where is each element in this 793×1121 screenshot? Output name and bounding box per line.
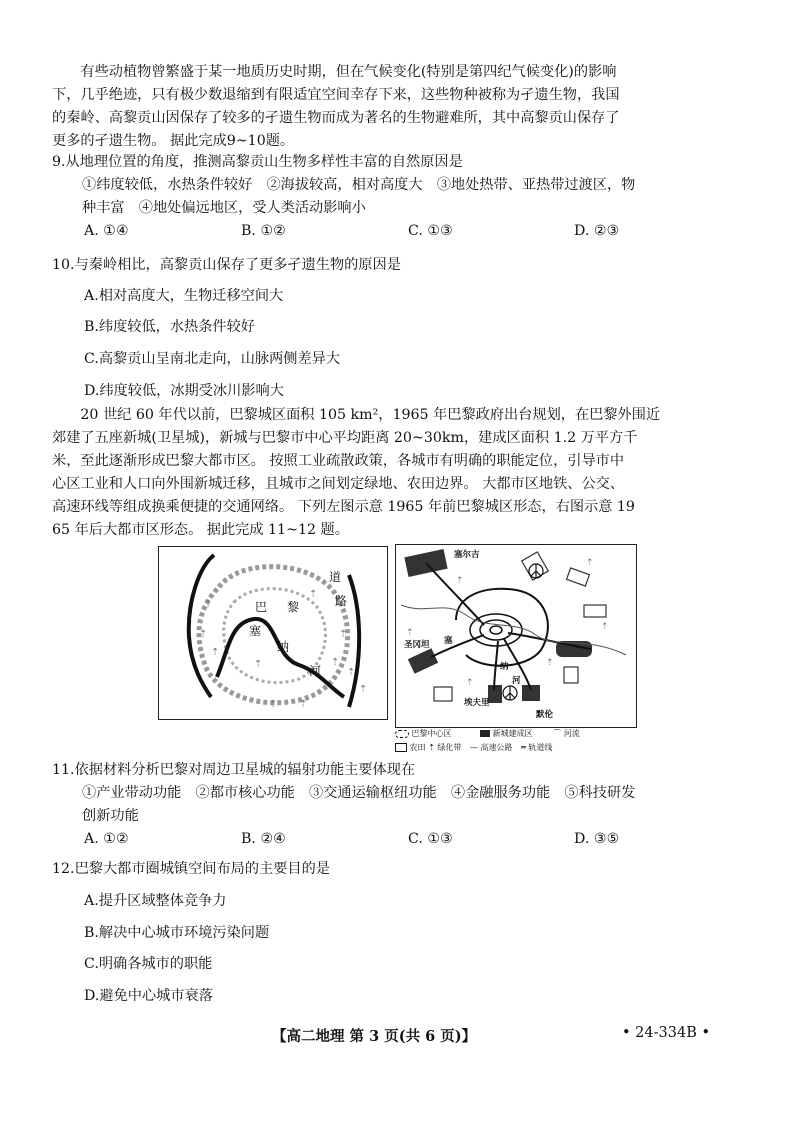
right-map-paris-after-1965 xyxy=(395,544,637,728)
passage-line: 更多的孑遗生物。 据此完成9~10题。 xyxy=(52,133,295,149)
svg-text:⇡: ⇡ xyxy=(211,647,220,658)
svg-text:⇡: ⇡ xyxy=(299,699,308,710)
svg-text:⇡: ⇡ xyxy=(359,684,368,695)
question-10-option-a[interactable]: A.相对高度大，生物迁移空间大 xyxy=(84,288,284,304)
question-10-option-c[interactable]: C.高黎贡山呈南北走向，山脉两侧差异大 xyxy=(84,351,341,367)
place-saint-quentin: 圣冈坦 xyxy=(404,640,430,650)
question-9-item: 种丰富 ④地处偏远地区，受人类活动影响小 xyxy=(82,200,366,216)
question-9-option-c[interactable]: C. ①③ xyxy=(408,223,453,239)
right-map-legend xyxy=(395,727,635,755)
svg-text:⇡: ⇡ xyxy=(204,599,213,610)
svg-text:⇡: ⇡ xyxy=(466,678,474,688)
question-12-option-d[interactable]: D.避免中心城市衰落 xyxy=(84,988,213,1004)
question-9-option-d[interactable]: D. ②③ xyxy=(574,223,620,239)
page-footer: 【高二地理 第 3 页(共 6 页)】 xyxy=(272,1028,477,1045)
passage-line: 高速环线等组成换乘便捷的交通网络。 下列左图示意 1965 年前巴黎城区形态，右图示意 19 xyxy=(52,499,635,515)
label-li: 黎 xyxy=(287,600,300,614)
place-na: 纳 xyxy=(500,662,509,672)
svg-text:⇡: ⇡ xyxy=(309,589,318,600)
question-12-option-b[interactable]: B.解决中心城市环境污染问题 xyxy=(84,925,270,941)
passage-line: 20 世纪 60 年代以前，巴黎城区面积 105 km²，1965 年巴黎政府出台规划，在巴黎外围近 xyxy=(52,407,661,423)
label-road-2: 路 xyxy=(335,594,348,608)
passage-line: 米，至此逐渐形成巴黎大都市区。 按照工业疏散政策，各城市有明确的职能定位，引导市中 xyxy=(52,453,625,469)
passage-line: 心区工业和人口向外围新城迁移，且城市之间划定绿地、农田边界。 大都市区地铁、公交、 xyxy=(52,476,625,492)
label-sai: 塞 xyxy=(249,624,262,638)
passage-line: 65 年后大都市区形态。 据此完成 11~12 题。 xyxy=(52,522,349,538)
svg-text:⇡: ⇡ xyxy=(347,667,356,678)
question-10-option-d[interactable]: D.纬度较低，冰期受冰川影响大 xyxy=(84,383,284,399)
place-evry: 埃夫里 xyxy=(464,698,490,708)
legend-farmland: 农田 xyxy=(409,743,426,752)
legend-center-icon xyxy=(395,730,409,738)
passage-line: 郊建了五座新城(卫星城)，新城与巴黎市中心平均距离 20~30km，建成区面积 1.2 万平方千 xyxy=(52,430,638,446)
svg-text:⇡: ⇡ xyxy=(269,699,278,710)
label-road-1: 道 xyxy=(329,570,342,584)
passage-line: 有些动植物曾繁盛于某一地质历史时期，但在气候变化(特别是第四纪气候变化)的影响 xyxy=(52,64,617,80)
question-10-stem: 10.与秦岭相比，高黎贡山保存了更多孑遗生物的原因是 xyxy=(52,257,401,273)
question-11-option-b[interactable]: B. ②④ xyxy=(241,831,286,847)
question-12-option-a[interactable]: A.提升区域整体竞争力 xyxy=(84,893,227,909)
label-ba: 巴 xyxy=(255,600,268,614)
legend-river-icon: ⌒ xyxy=(553,729,562,738)
legend-highway-icon: — xyxy=(469,743,478,752)
svg-text:⇡: ⇡ xyxy=(601,622,609,632)
label-he: 河 xyxy=(309,664,322,678)
question-11-option-d[interactable]: D. ③⑤ xyxy=(574,831,620,847)
svg-text:⇡: ⇡ xyxy=(331,657,340,668)
river xyxy=(401,605,626,655)
svg-text:⇡: ⇡ xyxy=(546,658,554,668)
left-map-svg xyxy=(159,547,387,719)
question-11-option-a[interactable]: A. ①② xyxy=(84,831,129,847)
paper-code: • 24-334B • xyxy=(622,1025,711,1041)
legend-greenbelt-icon: ⇡ xyxy=(428,743,435,752)
legend-newtown-icon xyxy=(480,730,490,737)
label-na: 纳 xyxy=(277,640,290,654)
legend-center: 巴黎中心区 xyxy=(411,729,452,738)
svg-text:⇡: ⇡ xyxy=(199,629,208,640)
question-10-option-b[interactable]: B.纬度较低，水热条件较好 xyxy=(84,319,255,335)
left-map-paris-before-1965 xyxy=(158,546,388,720)
question-9-stem: 9.从地理位置的角度，推测高黎贡山生物多样性丰富的自然原因是 xyxy=(52,154,463,170)
legend-farmland-icon xyxy=(395,743,407,752)
place-cergy: 塞尔吉 xyxy=(454,550,480,560)
passage-line: 的秦岭、高黎贡山因保存了较多的孑遗生物而成为著名的生物避难所，其中高黎贡山保存了 xyxy=(52,110,620,126)
question-11-stem: 11.依据材料分析巴黎对周边卫星城的辐射功能主要体现在 xyxy=(52,762,416,778)
svg-text:⇡: ⇡ xyxy=(586,558,594,568)
outer-boundary-east xyxy=(349,575,359,707)
question-11-item: ①产业带动功能 ②都市核心功能 ③交通运输枢纽功能 ④金融服务功能 ⑤科技研发 xyxy=(82,785,636,801)
legend-greenbelt: 绿化带 xyxy=(437,743,462,752)
legend-river: 河流 xyxy=(563,729,580,738)
passage-line: 下，几乎绝迹，只有极少数退缩到有限适宜空间幸存下来，这些物种被称为孑遗生物，我国 xyxy=(52,87,620,103)
greenbelt-symbols xyxy=(503,564,543,700)
question-9-option-b[interactable]: B. ①② xyxy=(241,223,286,239)
question-12-stem: 12.巴黎大都市圈城镇空间布局的主要目的是 xyxy=(52,861,330,877)
svg-text:⇡: ⇡ xyxy=(339,629,348,640)
place-melun: 默伦 xyxy=(536,710,554,720)
question-11-item: 创新功能 xyxy=(82,808,139,824)
legend-highway: 高速公路 xyxy=(480,743,513,752)
question-11-option-c[interactable]: C. ①③ xyxy=(408,831,453,847)
svg-text:⇡: ⇡ xyxy=(456,576,464,586)
svg-text:⇡: ⇡ xyxy=(406,628,414,638)
question-9-item: ①纬度较低，水热条件较好 ②海拔较高，相对高度大 ③地处热带、亚热带过渡区，物 xyxy=(82,177,636,193)
legend-newtown: 新城建成区 xyxy=(492,729,533,738)
place-he: 河 xyxy=(512,676,521,686)
right-map-svg xyxy=(396,545,636,727)
question-9-option-a[interactable]: A. ①④ xyxy=(84,223,129,239)
question-12-option-c[interactable]: C.明确各城市的职能 xyxy=(84,956,213,972)
legend-rail: 轨道线 xyxy=(528,743,553,752)
svg-text:⇡: ⇡ xyxy=(254,659,263,670)
place-sai: 塞 xyxy=(444,636,453,646)
legend-rail-icon: ═ xyxy=(520,743,526,752)
